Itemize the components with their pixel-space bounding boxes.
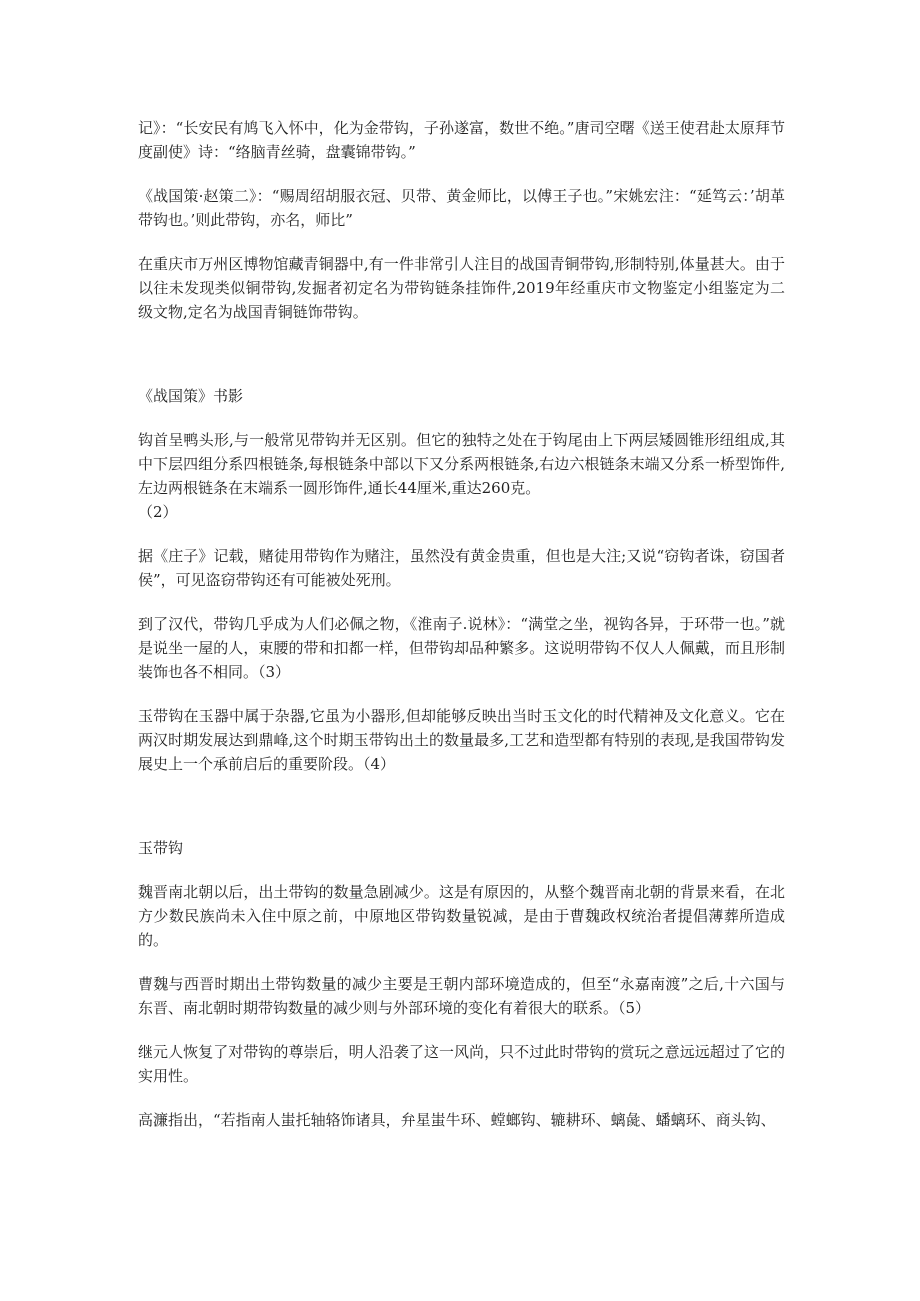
paragraph-zhanguoce-quote: 《战国策·赵策二》：“赐周绍胡服衣冠、贝带、黄金师比，以傅王子也。”宋姚宏注：“延笃云：’胡革带钩也。’则此带钩，亦名，师比” — [138, 187, 785, 229]
paragraph-wanzhou-museum: 在重庆市万州区博物馆藏青铜器中,有一件非常引人注目的战国青铜带钩,形制特别,体量甚大。由于以往未发现类似铜带钩,发掘者初定名为带钩链条挂饰件,2019年经重庆市文物鉴定小组鉴定为二级文物,定名为战国青铜链饰带钩。 — [138, 255, 785, 321]
paragraph-jade-hook: 玉带钩在玉器中属于杂器,它虽为小器形,但却能够反映出当时玉文化的时代精神及文化意义。它在两汉时期发展达到鼎峰,这个时期玉带钩出土的数量最多,工艺和造型都有特别的表现,是我国带钩发展史上一个承前启后的重要阶段。（4） — [138, 707, 785, 773]
paragraph-han-dynasty: 到了汉代，带钩几乎成为人们必佩之物，《淮南子.说林》：“满堂之坐，视钩各异，于环带一也。”就是说坐一屋的人，束腰的带和扣都一样，但带钩却品种繁多。这说明带钩不仅人人佩戴，而且形制装饰也各不相同。（3） — [138, 615, 785, 681]
paragraph-cao-wei: 曹魏与西晋时期出土带钩数量的减少主要是王朝内部环境造成的，但至“永嘉南渡”之后,十六国与东晋、南北朝时期带钩数量的减少则与外部环境的变化有着很大的联系。（5） — [138, 975, 785, 1017]
image-caption-jade-hook: 玉带钩 — [138, 839, 184, 857]
paragraph-hook-description: 钩首呈鸭头形,与一般常见带钩并无区别。但它的独特之处在于钩尾由上下两层矮圆锥形纽组成,其中下层四组分系四根链条,每根链条中部以下又分系两根链条,右边六根链条末端又分系一桥型饰件,左边两根链条在末端系一圆形饰件,通长44厘米,重达260克。 — [138, 431, 785, 497]
image-caption-zhanguoce: 《战国策》书影 — [138, 387, 244, 405]
paragraph-zhuangzi: 据《庄子》记载，赌徒用带钩作为赌注，虽然没有黄金贵重，但也是大注;又说“窃钩者诛，窃国者侯”，可见盗窃带钩还有可能被处死刑。 — [138, 547, 785, 589]
paragraph-ming: 继元人恢复了对带钩的尊崇后，明人沿袭了这一风尚，只不过此时带钩的赏玩之意远远超过了它的实用性。 — [138, 1043, 785, 1085]
paragraph-tang-poem-quote: 记》：“长安民有鸠飞入怀中，化为金带钩，子孙遂富，数世不绝。”唐司空曙《送王使君赴太原拜节度副使》诗：“络脑青丝骑，盘囊锦带钩。” — [138, 119, 785, 161]
reference-number-2: （2） — [138, 503, 178, 521]
document-page — [138, 116, 785, 1132]
paragraph-gao-lian: 高濂指出，“若指南人蚩托轴辂饰诸具，弁星蚩牛环、螳螂钩、辘耕环、螭彘、蟠螭环、商头钩、 — [138, 1111, 776, 1129]
paragraph-wei-jin: 魏晋南北朝以后，出土带钩的数量急剧减少。这是有原因的，从整个魏晋南北朝的背景来看，在北方少数民族尚未入住中原之前，中原地区带钩数量锐减，是由于曹魏政权统治者提倡薄葬所造成的。 — [138, 883, 785, 949]
